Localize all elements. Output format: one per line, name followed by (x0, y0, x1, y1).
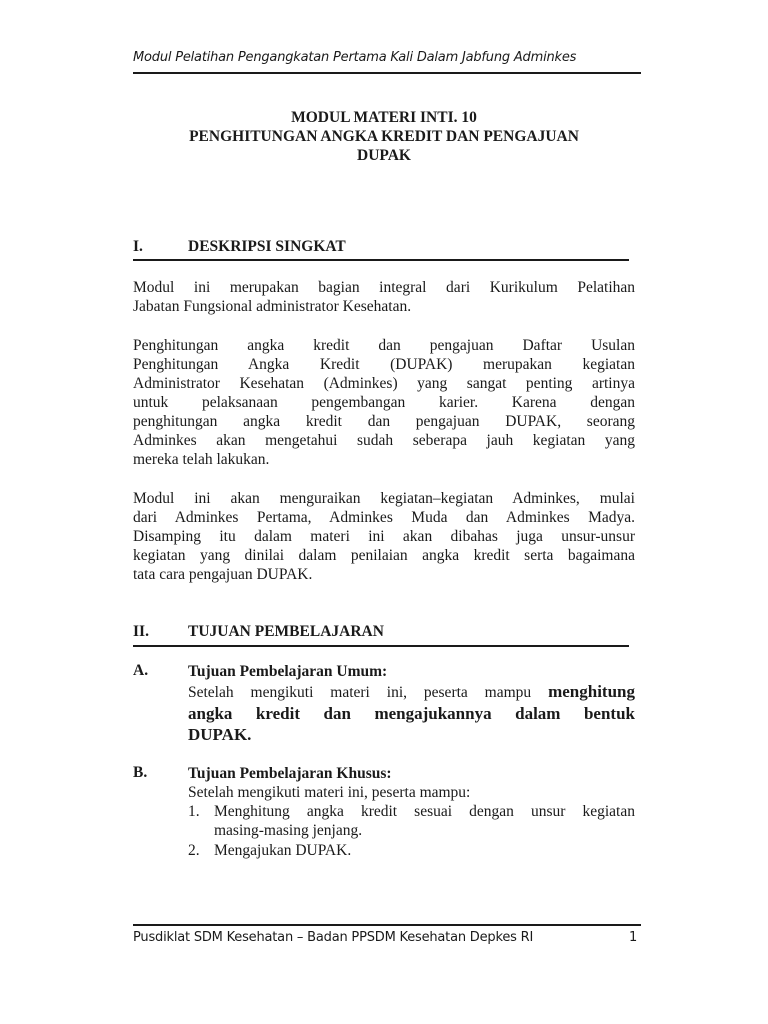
list-item-text (214, 841, 635, 860)
text-line: Adminkes akan mengetahui sudah seberapa jauh kegiatan yang (133, 432, 635, 449)
section-2-rule (133, 645, 629, 647)
subsection-b-title: Tujuan Pembelajaran Khusus: (188, 765, 392, 782)
title-line-2: PENGHITUNGAN ANGKA KREDIT DAN PENGAJUAN (189, 128, 579, 145)
subsection-b (188, 764, 635, 802)
section-2-heading: TUJUAN PEMBELAJARAN (188, 623, 384, 640)
module-title (133, 108, 635, 165)
list-item-text (214, 802, 635, 840)
title-line-3: DUPAK (357, 147, 411, 164)
text-line: Administrator Kesehatan (Adminkes) yang sangat penting artinya (133, 375, 635, 392)
title-line-1: MODUL MATERI INTI. 10 (291, 109, 477, 126)
section-1-rule (133, 259, 629, 261)
text-line: masing-masing jenjang. (214, 822, 363, 839)
list-item (188, 802, 635, 840)
text-line: Modul ini merupakan bagian integral dari Kurikulum Pelatihan (133, 279, 635, 296)
text-line: tata cara pengajuan DUPAK. (133, 566, 313, 583)
text-line: dari Adminkes Pertama, Adminkes Muda dan Adminkes Madya. (133, 509, 635, 526)
text-line: penghitungan angka kredit dan pengajuan DUPAK, seorang (133, 413, 635, 430)
footer-text: Pusdiklat SDM Kesehatan – Badan PPSDM Kesehatan Depkes RI (133, 930, 534, 945)
text-line: Menghitung angka kredit sesuai dengan unsur kegiatan (214, 803, 635, 820)
section-1-heading: DESKRIPSI SINGKAT (188, 238, 346, 255)
text-line: Mengajukan DUPAK. (214, 842, 352, 859)
subsection-a-emphasis-1: menghitung (548, 682, 635, 701)
section-1-number: I. (133, 238, 143, 255)
subsection-b-lead: Setelah mengikuti materi ini, peserta mampu: (188, 784, 471, 801)
running-header: Modul Pelatihan Pengangkatan Pertama Kali Dalam Jabfung Adminkes (133, 50, 577, 65)
subsection-b-letter: B. (133, 764, 148, 781)
subsection-a-letter: A. (133, 662, 149, 679)
header-rule (133, 72, 641, 74)
section-1-paragraph-2 (133, 336, 635, 469)
subsection-a-emphasis-3: DUPAK. (188, 725, 252, 744)
subsection-a (188, 662, 635, 745)
text-line: Penghitungan angka kredit dan pengajuan Daftar Usulan (133, 337, 635, 354)
footer-rule (133, 924, 641, 926)
section-1-paragraph-1 (133, 278, 635, 316)
text-line: Disamping itu dalam materi ini akan dibahas juga unsur-unsur (133, 528, 635, 545)
text-line: kegiatan yang dinilai dalam penilaian angka kredit serta bagaimana (133, 547, 635, 564)
subsection-a-emphasis-2: angka kredit dan mengajukannya dalam bentuk (188, 704, 635, 723)
list-item (188, 841, 635, 860)
text-line: Penghitungan Angka Kredit (DUPAK) merupakan kegiatan (133, 356, 635, 373)
text-line: Modul ini akan menguraikan kegiatan–kegiatan Adminkes, mulai (133, 490, 635, 507)
section-2-number: II. (133, 623, 149, 640)
subsection-a-lead: Setelah mengikuti materi ini, peserta mampu (188, 684, 549, 701)
subsection-a-title: Tujuan Pembelajaran Umum: (188, 663, 388, 680)
section-1-paragraph-3 (133, 489, 635, 584)
page-number: 1 (629, 930, 638, 945)
list-item-number: 2. (188, 842, 200, 859)
list-item-number: 1. (188, 803, 200, 820)
text-line: Jabatan Fungsional administrator Kesehatan. (133, 298, 412, 315)
text-line: mereka telah lakukan. (133, 451, 270, 468)
subsection-a-lead-line (188, 681, 635, 703)
text-line: untuk pelaksanaan pengembangan karier. Karena dengan (133, 394, 635, 411)
